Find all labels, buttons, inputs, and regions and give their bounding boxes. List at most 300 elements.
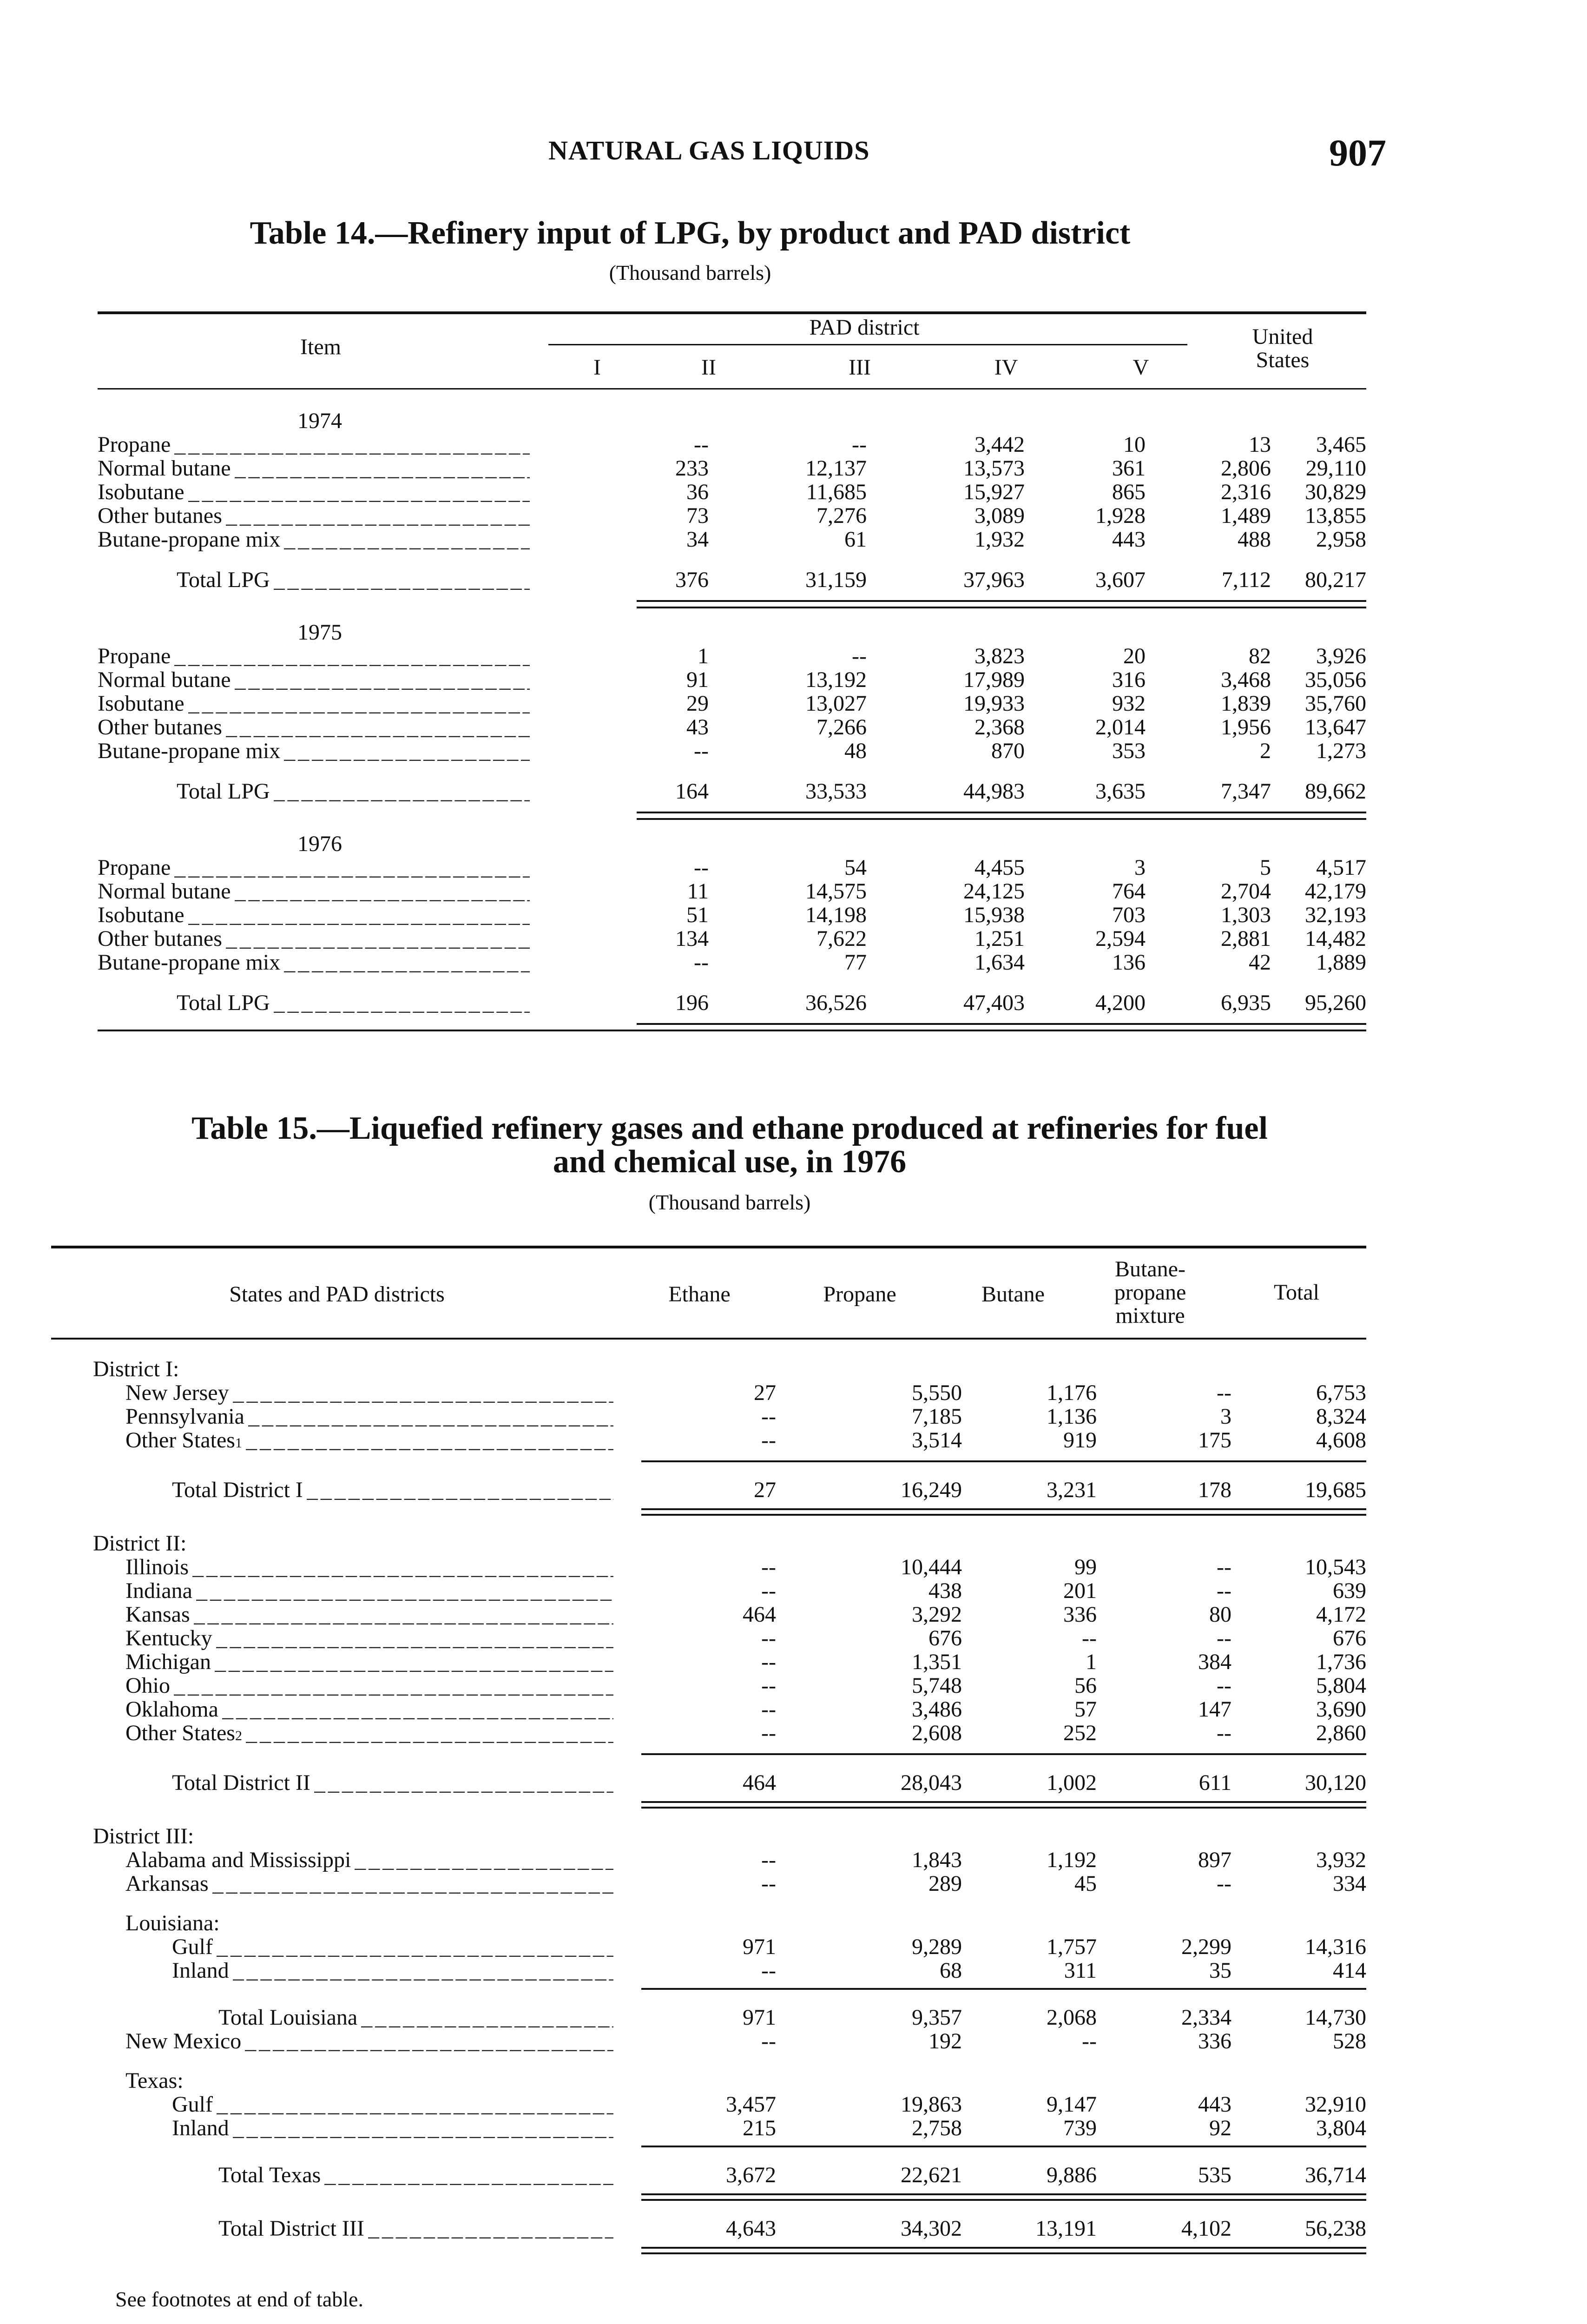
table14-cell: 1,956: [1221, 715, 1271, 739]
table15-rule: [93, 1982, 1366, 1990]
table14-row-label-wrap: [98, 951, 530, 974]
table14-cell: 13,573: [963, 456, 1025, 481]
table14-row-label: [98, 504, 548, 528]
table15-cell: --: [1217, 1578, 1231, 1603]
table15-header-rule: [51, 1338, 1366, 1340]
leader-dots: [174, 1674, 613, 1697]
table14-cell: 703: [1112, 903, 1146, 927]
table14-row: [98, 504, 1366, 528]
table15-total-row: [93, 2201, 1366, 2240]
table14-cell: 4,455: [975, 855, 1025, 880]
table14-cell: 3: [1134, 855, 1146, 880]
table15-rule-row: [93, 1982, 1366, 1990]
table15-heading-text: District I:: [93, 1357, 179, 1381]
table14-cell: 488: [1238, 527, 1271, 552]
table14-cell: 2,368: [975, 715, 1025, 739]
table15-cell: 1,136: [1047, 1404, 1097, 1429]
table14-col-II: II: [701, 355, 716, 380]
table14-rows: [98, 409, 1366, 1031]
table14-cell: 34: [686, 527, 709, 552]
table14-total-cell: 164: [675, 779, 709, 804]
table15-row-label-wrap: [93, 1478, 613, 1502]
table14-row-label: [98, 456, 548, 480]
rule-line: [637, 812, 1366, 813]
table14-row: [98, 480, 1366, 504]
table14-cell: 36: [686, 480, 709, 504]
table14-cell: 15,938: [963, 903, 1025, 927]
table14-total-cell: 33,533: [805, 779, 867, 804]
table15-cell: 919: [1063, 1428, 1097, 1452]
table15-header-mixture-line3: mixture: [1115, 1303, 1185, 1328]
table15-heading-text: Louisiana:: [125, 1911, 220, 1935]
table14-total-cell: 95,260: [1305, 990, 1366, 1015]
table15-cell: --: [761, 1958, 776, 1983]
table14-total-cell: 31,159: [805, 568, 867, 592]
table14-cell: 91: [686, 667, 709, 692]
table15-cell: 14,316: [1305, 1934, 1366, 1959]
table14-cell: 1,839: [1221, 691, 1271, 716]
table14-cell: 3,926: [1316, 644, 1366, 668]
table15-row-label-text: Total Louisiana: [218, 2006, 358, 2029]
table14-row-label: [98, 433, 548, 456]
table14-cell: 82: [1249, 644, 1271, 668]
table15-cell: 14,730: [1305, 2005, 1366, 2030]
table15-cell: 3,690: [1316, 1697, 1366, 1722]
table14-cell: 12,137: [805, 456, 867, 481]
table15-heading-text: District III:: [93, 1824, 194, 1849]
table14-col-V: V: [1133, 355, 1149, 380]
table14-cell: 77: [844, 950, 867, 975]
table14-cell: 2,704: [1221, 879, 1271, 904]
leader-dots: [216, 1626, 613, 1650]
table14-total-cell: 3,607: [1095, 568, 1146, 592]
leader-dots: [188, 692, 530, 715]
table14-cell: --: [694, 855, 709, 880]
table14-cell: 14,575: [805, 879, 867, 904]
table14-total-rule: [98, 1015, 1366, 1031]
table15-row-label-text: New Jersey: [125, 1381, 229, 1405]
table15-row-label-text: Illinois: [125, 1555, 189, 1579]
table14-col-III: III: [849, 355, 871, 380]
table15-row-label: [93, 1626, 627, 1650]
table15-cell: 56,238: [1305, 2216, 1366, 2241]
table14-row-label-text: Isobutane: [98, 480, 184, 504]
table14-cell: 1,634: [975, 950, 1025, 975]
table15-cell: 3,514: [912, 1428, 962, 1452]
leader-dots: [274, 779, 530, 803]
table15-header-propane: Propane: [823, 1282, 896, 1307]
table15-group-heading: [93, 1516, 1366, 1555]
table15-cell: 92: [1209, 2116, 1231, 2140]
table15-header-mixture: [1083, 1258, 1218, 1327]
table14-row: [98, 856, 1366, 879]
table14-cell: 2,014: [1095, 715, 1146, 739]
table15-cell: 57: [1074, 1697, 1097, 1722]
table15-row: [93, 2116, 1366, 2140]
table15-rule-row: [93, 1748, 1366, 1755]
table15-header-states: States and PAD districts: [229, 1282, 445, 1307]
leader-dots: [307, 1478, 613, 1502]
table14-cell: 1,273: [1316, 739, 1366, 763]
table15-cell: --: [1217, 1626, 1231, 1651]
table14-cell: 13,647: [1305, 715, 1366, 739]
table15-row-label: [93, 2116, 627, 2140]
table14-row-label: [98, 951, 548, 974]
table15-row-label-wrap: [93, 2163, 613, 2187]
table15-cell: 334: [1333, 1871, 1366, 1896]
table14-row-label-wrap: [98, 715, 530, 739]
table15-group-heading: [93, 1895, 1366, 1935]
rule-line: [641, 2252, 1366, 2254]
table14-cell: --: [852, 644, 867, 668]
table15-row-label-wrap: [93, 1626, 613, 1650]
table14-cell: 32,193: [1305, 903, 1366, 927]
table15-rule: [93, 1748, 1366, 1755]
table15-row-label: [93, 1516, 1366, 1555]
table15-cell: 192: [928, 2029, 962, 2053]
table14-cell: 13,192: [805, 667, 867, 692]
table14-year-row: [98, 608, 1366, 644]
table15-row-label: [93, 1959, 627, 1982]
table14-cell: 48: [844, 739, 867, 763]
table15-cell: 739: [1063, 2116, 1097, 2140]
table15-double-rule-row: [93, 2187, 1366, 2201]
table14-header-rule: [98, 388, 1366, 390]
table15-cell: 3,672: [726, 2163, 776, 2187]
table14-year-label: 1976: [297, 832, 342, 856]
table15-row-label-text: Gulf: [172, 2093, 213, 2116]
table15-row-label: [93, 2147, 627, 2187]
table14-row-label-text: Other butanes: [98, 927, 222, 951]
table14-cell: 4,517: [1316, 855, 1366, 880]
table14-row-label-text: Normal butane: [98, 879, 231, 903]
table14-us-header-line2: States: [1256, 348, 1310, 372]
table14-us-header: [1199, 325, 1366, 372]
table15-cell: 2,068: [1047, 2005, 1097, 2030]
table15-cell: --: [761, 1871, 776, 1896]
table15-rule-row: [93, 2140, 1366, 2147]
table15-group-heading: [93, 1357, 1366, 1381]
table15-row: [93, 1674, 1366, 1697]
table15-row-label: [93, 1895, 1366, 1935]
table15-row-label-text: Other States: [125, 1428, 235, 1452]
table15-row-label: [93, 1721, 627, 1748]
table14-total-cell: 196: [675, 990, 709, 1015]
table15-cell: 3,457: [726, 2092, 776, 2117]
table14-cell: 30,829: [1305, 480, 1366, 504]
table14-cell: --: [694, 739, 709, 763]
table15-cell: 28,043: [901, 1770, 962, 1795]
table15-cell: 414: [1333, 1958, 1366, 1983]
table14-cell: 932: [1112, 691, 1146, 716]
table14-row-label-text: Normal butane: [98, 456, 231, 480]
table14-year-row: [98, 820, 1366, 856]
table15-row-label: [93, 1674, 627, 1697]
table15-cell: 4,102: [1181, 2216, 1231, 2241]
table14-total-cell: 89,662: [1305, 779, 1366, 804]
table15-total-row: [93, 1990, 1366, 2029]
table15-cell: 4,172: [1316, 1602, 1366, 1627]
table15-cell: --: [761, 1555, 776, 1579]
table14-title: Table 14.—Refinery input of LPG, by product and PAD district: [250, 215, 1131, 251]
footnote-marker: 1: [235, 1435, 242, 1451]
table14-row-label-text: Butane-propane mix: [98, 528, 281, 551]
leader-dots: [174, 644, 530, 668]
leader-dots: [226, 715, 530, 739]
table14-cell: 134: [675, 926, 709, 951]
table14-row-label-wrap: [98, 879, 530, 903]
table15-row-label-text: Kentucky: [125, 1626, 212, 1650]
leader-dots: [226, 504, 530, 528]
table14-row-label: [98, 879, 548, 903]
table15-double-rule-row: [93, 1795, 1366, 1809]
rule-line: [641, 2193, 1366, 2195]
table15-cell: 4,643: [726, 2216, 776, 2241]
footnote-marker: 2: [235, 1728, 242, 1743]
table15-cell: 68: [940, 1958, 962, 1983]
table15-cell: 80: [1209, 1602, 1231, 1627]
table15-cell: --: [761, 2029, 776, 2053]
table14-cell: 29: [686, 691, 709, 716]
table14-cell: 54: [844, 855, 867, 880]
table15-row: [93, 1697, 1366, 1721]
table15-cell: 1,736: [1316, 1650, 1366, 1674]
table15-row: [93, 1405, 1366, 1428]
table14-cell: 865: [1112, 480, 1146, 504]
table14-cell: 3,468: [1221, 667, 1271, 692]
table15-cell: 56: [1074, 1673, 1097, 1698]
table14-cell: 14,198: [805, 903, 867, 927]
table14-cell: 2: [1260, 739, 1271, 763]
table14-row-label-wrap: [98, 856, 530, 879]
table14-row-label-wrap: [98, 739, 530, 763]
table14-item-header: Item: [300, 335, 341, 359]
leader-dots: [368, 2217, 613, 2240]
table14-total-label-wrap: [98, 779, 530, 803]
table14-year-label: 1974: [297, 409, 342, 433]
table14-cell: --: [694, 432, 709, 457]
table15-row-label: [93, 1809, 1366, 1848]
table14-total-cell: 36,526: [805, 990, 867, 1015]
table15-cell: 676: [928, 1626, 962, 1651]
table15-cell: 535: [1198, 2163, 1231, 2187]
table14-cell: 73: [686, 503, 709, 528]
table15-cell: 1,757: [1047, 1934, 1097, 1959]
table15-rows: [93, 1357, 1366, 2254]
table15-cell: 19,685: [1305, 1478, 1366, 1502]
leader-dots: [284, 739, 530, 763]
table15-row-label: [93, 1990, 627, 2029]
table14-cell: 361: [1112, 456, 1146, 481]
table14-body: [98, 409, 1366, 1031]
table14-row: [98, 692, 1366, 715]
table14-row-label-wrap: [98, 927, 530, 951]
table14-cell: 7,622: [817, 926, 867, 951]
table15-header-mixture-line2: propane: [1114, 1280, 1186, 1305]
table14-row-label-wrap: [98, 504, 530, 528]
table15-row-label-wrap: [93, 1959, 613, 1982]
table14-top-rule: [98, 311, 1366, 314]
rule-line: [641, 2247, 1366, 2249]
table15-heading-text: District II:: [93, 1531, 187, 1556]
table15-row-label: [93, 2201, 627, 2240]
table14-cell: 443: [1112, 527, 1146, 552]
table15-row-label-wrap: [93, 1935, 613, 1959]
table14-total-cell: 6,935: [1221, 990, 1271, 1015]
table15-cell: 201: [1063, 1578, 1097, 1603]
table15-cell: 3: [1220, 1404, 1231, 1429]
table15-cell: --: [1082, 1626, 1097, 1651]
table15-title-line2: and chemical use, in 1976: [553, 1144, 907, 1180]
leader-dots: [212, 1872, 613, 1895]
table14-cell: 353: [1112, 739, 1146, 763]
table14-cell: 870: [991, 739, 1025, 763]
running-title: NATURAL GAS LIQUIDS: [548, 135, 870, 165]
table14-cell: 10: [1123, 432, 1146, 457]
table14-total-cell: 7,112: [1221, 568, 1271, 592]
table14-cell: 15,927: [963, 480, 1025, 504]
table15-cell: 6,753: [1316, 1380, 1366, 1405]
table15-cell: 5,550: [912, 1380, 962, 1405]
table15-cell: --: [1217, 1673, 1231, 1698]
table14-cell: 17,989: [963, 667, 1025, 692]
table15-row: [93, 1555, 1366, 1579]
table15-row-label: [93, 1357, 1366, 1381]
table15-row-label: [93, 1405, 627, 1428]
table14-total-label-wrap: [98, 991, 530, 1015]
table14-row: [98, 433, 1366, 456]
table15-row-label-text: Total District III: [218, 2217, 364, 2240]
leader-dots: [274, 991, 530, 1015]
table14-total-rule: [98, 803, 1366, 820]
table14-row: [98, 644, 1366, 668]
table15-cell: 336: [1063, 1602, 1097, 1627]
table15-row-label: [93, 1872, 627, 1895]
table15-top-rule: [51, 1246, 1366, 1248]
table15-row-label-wrap: [93, 1872, 613, 1895]
table14-cell: 29,110: [1305, 456, 1366, 481]
leader-dots: [246, 1721, 613, 1745]
table15-cell: 676: [1333, 1626, 1366, 1651]
leader-dots: [222, 1697, 613, 1721]
table15-cell: --: [761, 1404, 776, 1429]
table14-cell: 61: [844, 527, 867, 552]
table14-row: [98, 739, 1366, 763]
leader-dots: [233, 2116, 613, 2140]
table15-cell: 897: [1198, 1848, 1231, 1872]
table14-cell: 14,482: [1305, 926, 1366, 951]
table14-cell: --: [694, 950, 709, 975]
table15-row-label-text: Kansas: [125, 1603, 190, 1626]
table14-row-label-text: Isobutane: [98, 692, 184, 715]
table15-cell: --: [761, 1650, 776, 1674]
table14-total-rule-row: [98, 592, 1366, 608]
table15-cell: 443: [1198, 2092, 1231, 2117]
table15-cell: 1,176: [1047, 1380, 1097, 1405]
table15-cell: --: [761, 1578, 776, 1603]
table15-cell: 2,860: [1316, 1721, 1366, 1745]
table14-row-label: [98, 644, 548, 668]
table14-row-label: [98, 528, 548, 551]
table15-row-label-wrap: [93, 1721, 613, 1748]
table15-row: [93, 1935, 1366, 1959]
table14-row: [98, 456, 1366, 480]
table15-row-label-wrap: [93, 1555, 613, 1579]
leader-dots: [274, 568, 530, 592]
table15-cell: 2,758: [912, 2116, 962, 2140]
rule-line: [637, 600, 1366, 602]
table14-row-label-wrap: [98, 644, 530, 668]
table15-rule: [93, 1455, 1366, 1462]
table14-row-label-wrap: [98, 903, 530, 927]
leader-dots: [217, 1935, 613, 1959]
table14-total-cell: 3,635: [1095, 779, 1146, 804]
table15-cell: 27: [754, 1380, 776, 1405]
table15-row-label-wrap: [93, 2006, 613, 2029]
table15-cell: 30,120: [1305, 1770, 1366, 1795]
leader-dots: [233, 1959, 613, 1982]
table14-row-label-wrap: [98, 692, 530, 715]
table15-row-label: [93, 1603, 627, 1626]
table15-cell: 8,324: [1316, 1404, 1366, 1429]
table15-cell: 3,486: [912, 1697, 962, 1722]
leader-dots: [245, 2029, 613, 2053]
table15-cell: 971: [743, 1934, 776, 1959]
table15-row-label-wrap: [93, 2093, 613, 2116]
table14-total-cell: 376: [675, 568, 709, 592]
table14-row: [98, 668, 1366, 692]
table15-cell: 178: [1198, 1478, 1231, 1502]
table15-row-label-text: Other States: [125, 1721, 235, 1745]
leader-dots: [217, 2093, 613, 2116]
table14-cell: 2,594: [1095, 926, 1146, 951]
leader-dots: [192, 1555, 613, 1579]
table15-cell: --: [1217, 1871, 1231, 1896]
table15-cell: 16,249: [901, 1478, 962, 1502]
rule-line: [637, 1023, 1366, 1025]
page-number: 907: [1329, 132, 1386, 174]
leader-dots: [235, 456, 530, 480]
table15-row-label-text: Alabama and Mississippi: [125, 1848, 351, 1872]
table14-cell: 2,958: [1316, 527, 1366, 552]
table15-cell: 35: [1209, 1958, 1231, 1983]
table15-cell: 45: [1074, 1871, 1097, 1896]
table15-double-rule: [93, 1502, 1366, 1516]
table14-group-rule: [548, 344, 1187, 345]
table15-row-label-text: Total District II: [172, 1771, 310, 1795]
table15-row: [93, 1626, 1366, 1650]
table15-rule: [93, 2140, 1366, 2147]
table15-cell: 2,334: [1181, 2005, 1231, 2030]
leader-dots: [233, 1381, 613, 1405]
table14-row-label: [98, 692, 548, 715]
leader-dots: [194, 1603, 613, 1626]
table14-total-label-text: Total LPG: [177, 779, 270, 803]
table14-row-label: [98, 856, 548, 879]
table15-cell: 1: [1086, 1650, 1097, 1674]
table15-double-rule-row: [93, 1502, 1366, 1516]
table14-cell: --: [852, 432, 867, 457]
table14-total-cell: 7,347: [1221, 779, 1271, 804]
table15-cell: 3,932: [1316, 1848, 1366, 1872]
table14-row-label-text: Other butanes: [98, 715, 222, 739]
table15-row-label-wrap: [93, 1674, 613, 1697]
table15-cell: 2,299: [1181, 1934, 1231, 1959]
table15-body: [93, 1357, 1366, 2254]
table14-row-label-wrap: [98, 433, 530, 456]
table14-row: [98, 879, 1366, 903]
table14-cell: 19,933: [963, 691, 1025, 716]
